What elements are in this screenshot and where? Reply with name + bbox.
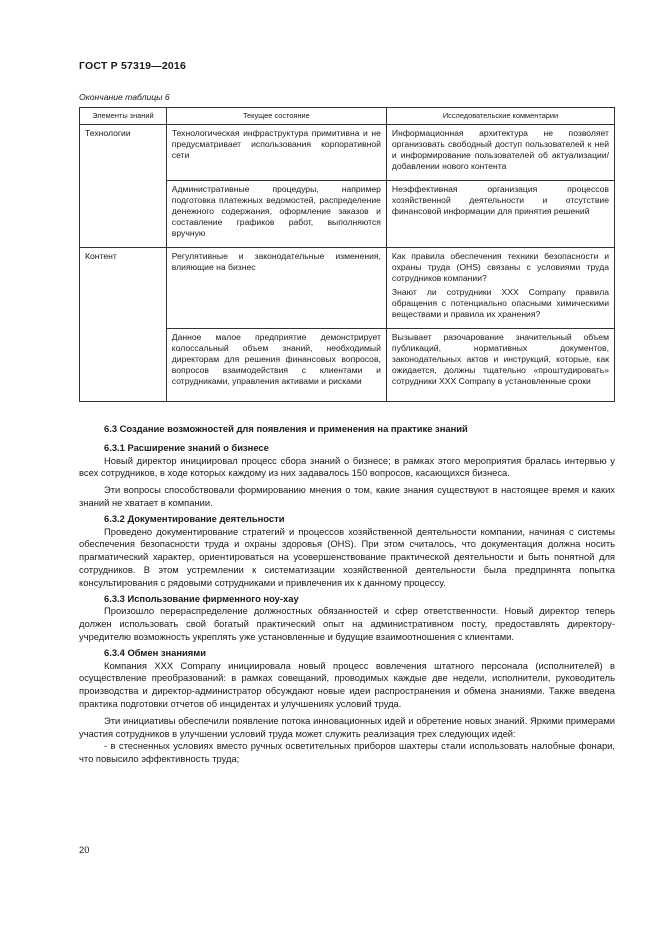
page-number: 20 — [79, 844, 90, 855]
comment-text: Знают ли сотрудники XXX Company правила обращения с потенциально опасными химическими веществами и правила их хранения? — [391, 287, 609, 320]
table-cell-state — [166, 329, 386, 402]
table-cell-comments — [386, 248, 614, 329]
paragraph: Эти вопросы способствовали формированию мнения о том, какие знания существуют в настоящее время и каких знаний не хватает в компании. — [79, 484, 615, 508]
list-item: - в стесненных условиях вместо ручных осветительных приборов шахтеры стали использовать налобные фонари, что повысило эффективность труда; — [79, 740, 615, 765]
comment-text: Информационная архитектура не позволяет организовать свободный доступ пользователей к ней и информирование пользователей об актуализации/добавлении нового контента — [391, 128, 609, 172]
subsection-title: 6.3.3 Использование фирменного ноу-хау — [104, 592, 299, 604]
section-title: 6.3 Создание возможностей для появления и применения на практике знаний — [104, 423, 468, 434]
subsection-title: 6.3.2 Документирование деятельности — [104, 512, 285, 524]
column-header-comments: Исследовательские комментарии — [386, 108, 614, 125]
table-header-row — [80, 108, 615, 125]
table-cell-element — [80, 125, 167, 248]
table-cell-state — [166, 248, 386, 329]
subsection-title: 6.3.1 Расширение знаний о бизнесе — [104, 441, 269, 453]
state-text: Данное малое предприятие демонстрирует колоссальный объем знаний, необходимый директорам для решения финансовых вопросов, вопросов взаимодействия с клиентами и сотрудниками, управления активами и рисками — [171, 332, 381, 387]
subsection-title: 6.3.4 Обмен знаниями — [104, 646, 206, 658]
table-cell-comments — [386, 125, 614, 181]
paragraph: Произошло перераспределение должностных обязанностей и сфер ответственности. Новый директор теперь должен использовать свой богатый практический опыт на административном посту, предоставлять директору-учредителю возможность укреплять уже установленные и будущие взаимоотношения с клиентами. — [79, 605, 615, 642]
column-header-elements: Элементы знаний — [80, 108, 167, 125]
paragraph: Компания XXX Company инициировала новый процесс вовлечения штатного персонала (исполнителей) в осуществление преобразований: в рамках совещаний, проводимых каждые две недели, исполнители, руководитель производства и директор-администратор обсуждают новые идеи распространения и обмена знаниями. Также введена практика подготовки отчетов об инцидентах и улучшениях условий труда. — [79, 659, 615, 709]
element-label: Технологии — [85, 128, 131, 138]
state-text: Регулятивные и законодательные изменения, влияющие на бизнес — [171, 251, 381, 273]
paragraph: Эти инициативы обеспечили появление потока инновационных идей и обретение новых знаний. Яркими примерами участия сотрудников в улучшении условий труда может служить реализация трех следующих идей: — [79, 714, 615, 739]
state-text: Административные процедуры, например подготовка платежных ведомостей, распределение денежного содержания, оформление заказов и составление графиков работ, выполняются вручную — [171, 184, 381, 239]
table-row — [80, 125, 615, 181]
document-id: ГОСТ Р 57319—2016 — [79, 60, 187, 72]
paragraph: Новый директор инициировал процесс сбора знаний о бизнесе; в рамках этого мероприятия бралась интервью у всех сотрудников, в ходе которых каждому из них задавалось 150 вопросов, касающихся бизнеса. — [79, 454, 615, 479]
paragraph: Проведено документирование стратегий и процессов хозяйственной деятельности компании, начиная с системы обеспечения безопасности труда и охраны здоровья (OHS). При этом считалось, что документация должна носить прагматический характер, ориентироваться на усовершенствование практической деятельности и быть понятной для сотрудников. В этом устремлении к систематизации хозяйственной деятельности была предпринята попытка консультирования с рядовыми сотрудниками и привлечения их к данному процессу. — [79, 525, 615, 588]
state-text: Технологическая инфраструктура примитивна и не предусматривает использования корпоративной сети — [171, 128, 381, 161]
table-cell-state — [166, 125, 386, 181]
table-cell-comments — [386, 181, 614, 248]
section-body — [79, 423, 615, 766]
comment-text: Неэффективная организация процессов хозяйственной деятельности и отсутствие финансовой информации для принятия решений — [391, 184, 609, 217]
table-cell-comments — [386, 329, 614, 402]
column-header-state: Текущее состояние — [166, 108, 386, 125]
knowledge-table — [79, 107, 615, 402]
comment-text: Вызывает разочарование значительный объем публикаций, нормативных документов, законодательных актов и инструкций, которые, как ожидается, должны тщательно «проштудировать» сотрудники XXX Company в установленные сроки — [391, 332, 609, 387]
table-cell-state — [166, 181, 386, 248]
table-row — [80, 248, 615, 329]
element-label: Контент — [85, 251, 117, 261]
table-caption: Окончание таблицы 6 — [79, 92, 170, 102]
table-cell-element — [80, 248, 167, 402]
comment-text: Как правила обеспечения техники безопасности и охраны труда (OHS) связаны с условиями труда сотрудников компании? — [391, 251, 609, 284]
